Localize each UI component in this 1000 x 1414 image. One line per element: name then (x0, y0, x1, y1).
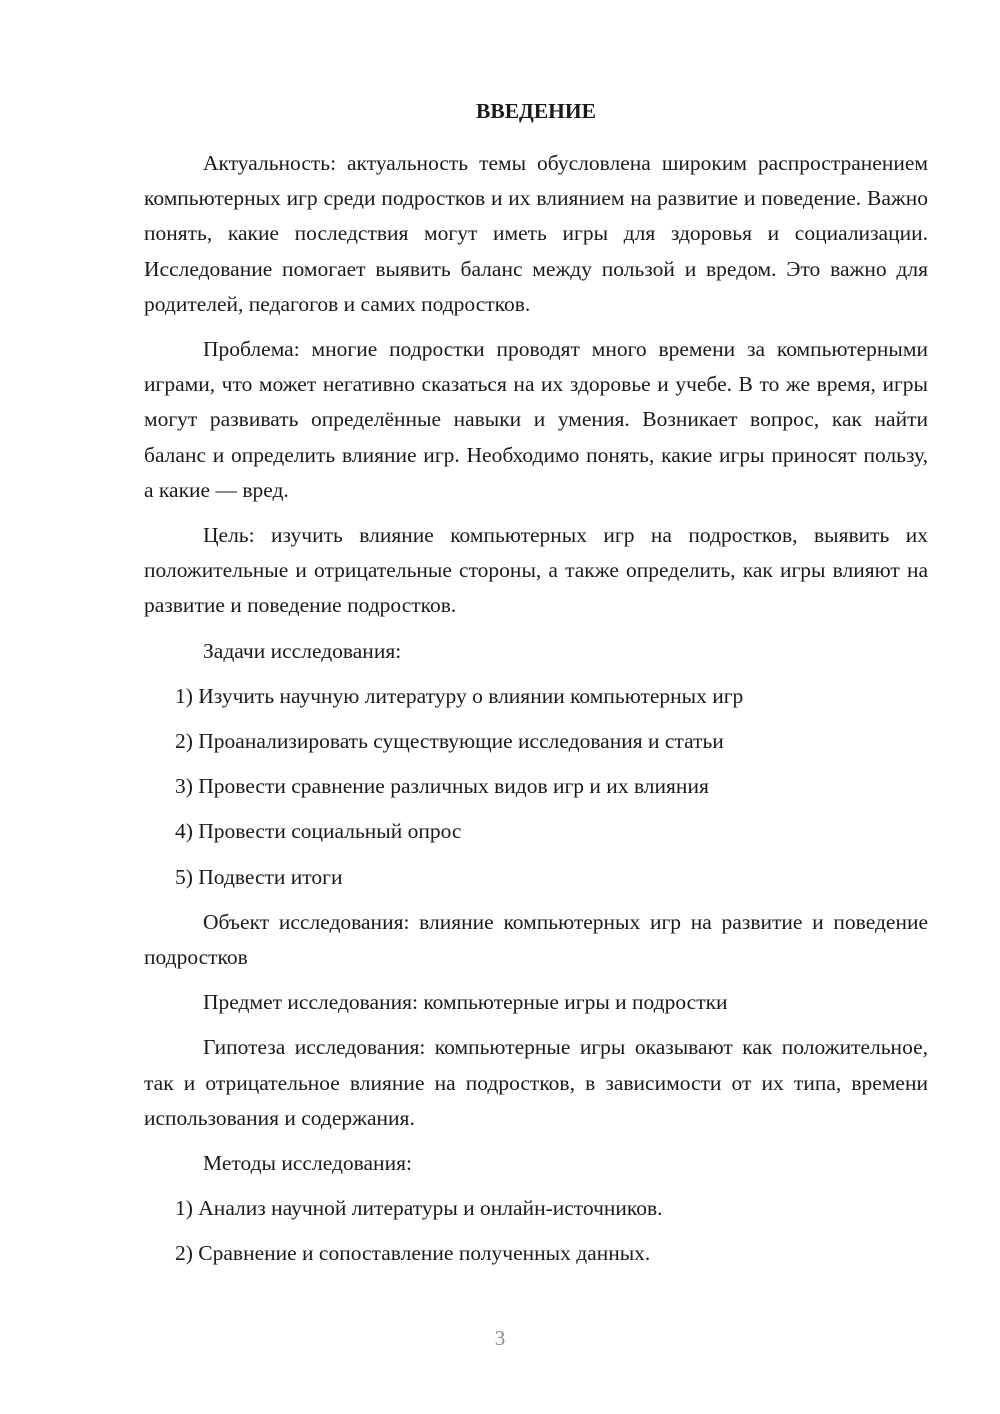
methods-list (144, 1191, 928, 1271)
list-item: 2) Сравнение и сопоставление полученных данных. (175, 1241, 651, 1266)
methods-title: Методы исследования: (203, 1151, 412, 1176)
list-item: 1) Анализ научной литературы и онлайн-источников. (175, 1196, 663, 1221)
list-item: 2) Проанализировать существующие исследования и статьи (175, 729, 724, 754)
list-item: 3) Провести сравнение различных видов игр и их влияния (175, 774, 709, 799)
tasks-list (144, 679, 928, 895)
section-heading: ВВЕДЕНИЕ (476, 99, 596, 123)
document-page (144, 94, 928, 1282)
object-paragraph: Объект исследования: влияние компьютерных игр на развитие и поведение подростков (144, 909, 928, 970)
hypothesis-paragraph: Гипотеза исследования: компьютерные игры оказывают как положительное, так и отрицательное влияние на подростков, в зависимости от их типа, времени использования и содержания. (144, 1035, 928, 1130)
tasks-title: Задачи исследования: (203, 638, 402, 663)
page-number: 3 (494, 1326, 506, 1350)
goal-paragraph: Цель: изучить влияние компьютерных игр на подростков, выявить их положительные и отрицательные стороны, а также определить, как игры влияют на развитие и поведение подростков. (144, 523, 928, 618)
list-item: 1) Изучить научную литературу о влиянии компьютерных игр (175, 683, 744, 708)
subject-paragraph: Предмет исследования: компьютерные игры и подростки (203, 990, 728, 1015)
list-item: 5) Подвести итоги (175, 864, 343, 889)
relevance-paragraph: Актуальность: актуальность темы обусловлена широким распространением компьютерных игр среди подростков и их влиянием на развитие и поведение. Важно понять, какие последствия могут иметь игры для здоровья и социализации. Исследование помогает выявить баланс между пользой и вредом. Это важно для родителей, педагогов и самих подростков. (144, 151, 928, 316)
list-item: 4) Провести социальный опрос (175, 819, 462, 844)
problem-paragraph: Проблема: многие подростки проводят много времени за компьютерными играми, что может негативно сказаться на их здоровье и учебе. В то же время, игры могут развивать определённые навыки и умения. Возникает вопрос, как найти баланс и определить влияние игр. Необходимо понять, какие игры приносят пользу, а какие — вред. (144, 337, 928, 502)
